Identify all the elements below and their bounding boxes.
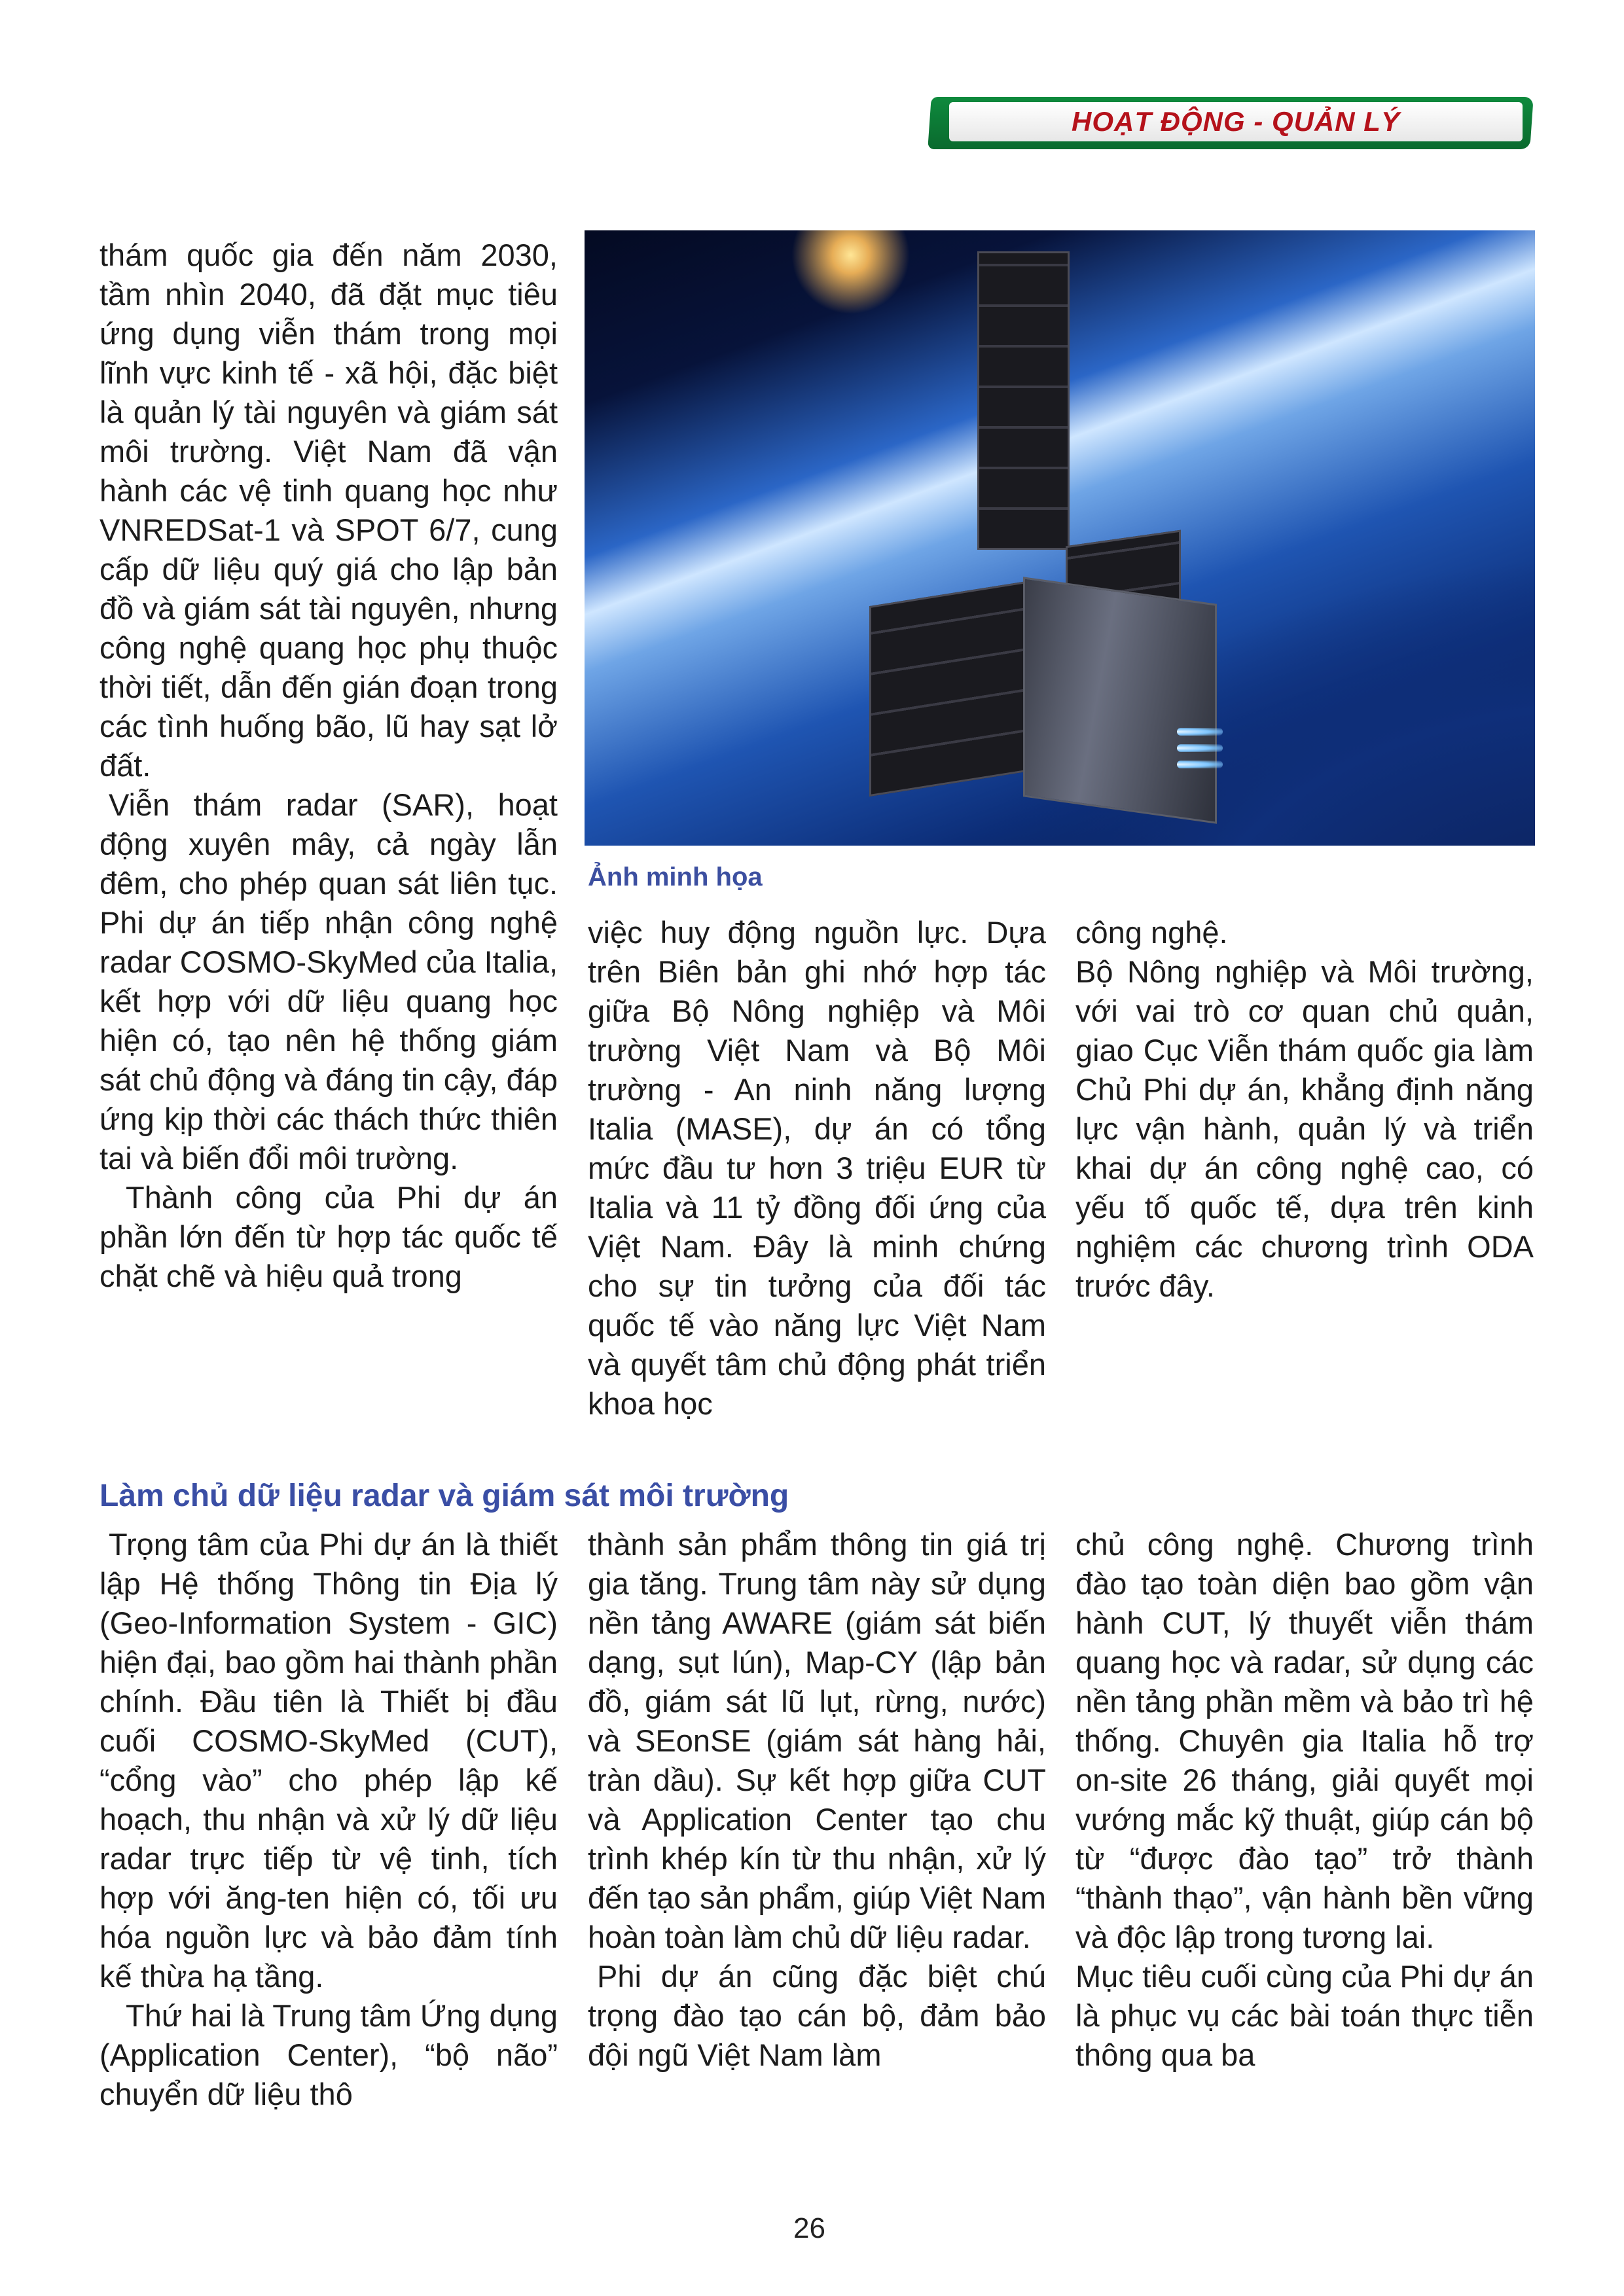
- thruster-glow: [1177, 728, 1223, 736]
- satellite-body: [1023, 577, 1217, 824]
- paragraph: Viễn thám radar (SAR), hoạt động xuyên mây, cả ngày lẫn đêm, cho phép quan sát liên tục. Phi dự án tiếp nhận công nghệ radar COSMO-SkyMed của Italia, kết hợp với dữ liệu quang học hiện có, tạo nên hệ thống giám sát chủ động và đáng tin cậy, đáp ứng kịp thời các thách thức thiên tai và biến đổi môi trường.: [99, 787, 558, 1175]
- thruster-glow: [1177, 761, 1223, 768]
- paragraph: công nghệ.: [1075, 915, 1228, 950]
- paragraph: Bộ Nông nghiệp và Môi trường, với vai trò cơ quan chủ quản, giao Cục Viễn thám quốc gia làm Chủ Phi dự án, khẳng định năng lực vận hành, quản lý và triển khai dự án công nghệ cao, có yếu tố quốc tế, dựa trên kinh nghiệm các chương trình ODA trước đây.: [1075, 954, 1534, 1303]
- paragraph: việc huy động nguồn lực. Dựa trên Biên bản ghi nhớ hợp tác giữa Bộ Nông nghiệp và Môi trường Việt Nam và Bộ Môi trường - An ninh năng lượng Italia (MASE), dự án có tổng mức đầu tư hơn 3 triệu EUR từ Italia và 11 tỷ đồng đối ứng của Việt Nam. Đây là minh chứng cho sự tin tưởng của đối tác quốc tế vào năng lực Việt Nam và quyết tâm chủ động phát triển khoa học: [588, 915, 1046, 1421]
- paragraph: thám quốc gia đến năm 2030, tầm nhìn 2040, đã đặt mục tiêu ứng dụng viễn thám trong mọi lĩnh vực kinh tế - xã hội, đặc biệt là quản lý tài nguyên và giám sát môi trường. Việt Nam đã vận hành các vệ tinh quang học như VNREDSat-1 và SPOT 6/7, cung cấp dữ liệu quý giá cho lập bản đồ và giám sát tài nguyên, nhưng công nghệ quang học phụ thuộc thời tiết, dẫn đến gián đoạn trong các tình huống bão, lũ hay sạt lở đất.: [99, 238, 558, 783]
- article-column-3-bottom: [1075, 1525, 1534, 2075]
- paragraph: Mục tiêu cuối cùng của Phi dự án là phục vụ các bài toán thực tiễn thông qua ba: [1075, 1959, 1534, 2072]
- solar-panel-left: [869, 581, 1027, 797]
- article-column-1-top: [99, 236, 558, 1296]
- page-number: 26: [793, 2212, 825, 2244]
- paragraph: chủ công nghệ. Chương trình đào tạo toàn diện bao gồm vận hành CUT, lý thuyết viễn thám quang học và radar, sử dụng các nền tảng phần mềm và bảo trì hệ thống. Chuyên gia Italia hỗ trợ on-site 26 tháng, giải quyết mọi vướng mắc kỹ thuật, giúp cán bộ từ “được đào tạo” trở thành “thành thạo”, vận hành bền vững và độc lập trong tương lai.: [1075, 1527, 1534, 1954]
- article-column-3-top: [1075, 913, 1534, 1306]
- article-column-2-bottom: [588, 1525, 1046, 2075]
- paragraph: Thứ hai là Trung tâm Ứng dụng (Application Center), “bộ não” chuyển dữ liệu thô: [99, 1998, 558, 2111]
- paragraph: thành sản phẩm thông tin giá trị gia tăng. Trung tâm này sử dụng nền tảng AWARE (giám sát biến dạng, sụt lún), Map-CY (lập bản đồ, giám sát lũ lụt, rừng, nước) và SEonSE (giám sát hàng hải, tràn dầu). Sự kết hợp giữa CUT và Application Center tạo chu trình khép kín từ thu nhận, xử lý đến tạo sản phẩm, giúp Việt Nam hoàn toàn làm chủ dữ liệu radar.: [588, 1527, 1046, 1954]
- section-header-banner: [929, 97, 1532, 149]
- image-caption: Ảnh minh họa: [588, 863, 763, 891]
- solar-panel-top: [977, 251, 1070, 550]
- section-subheading: Làm chủ dữ liệu radar và giám sát môi trường: [99, 1479, 789, 1513]
- section-label: HOẠT ĐỘNG - QUẢN LÝ: [1072, 106, 1400, 137]
- paragraph: Thành công của Phi dự án phần lớn đến từ hợp tác quốc tế chặt chẽ và hiệu quả trong: [99, 1180, 558, 1293]
- article-column-1-bottom: [99, 1525, 558, 2114]
- paragraph: Trọng tâm của Phi dự án là thiết lập Hệ thống Thông tin Địa lý (Geo-Information System - GIC) hiện đại, bao gồm hai thành phần chính. Đầu tiên là Thiết bị đầu cuối COSMO-SkyMed (CUT), “cổng vào” cho phép lập kế hoạch, thu nhận và xử lý dữ liệu radar trực tiếp từ vệ tinh, tích hợp với ăng-ten hiện có, tối ưu hóa nguồn lực và bảo đảm tính kế thừa hạ tầng.: [99, 1527, 558, 1994]
- article-column-2-top: [588, 913, 1046, 1424]
- paragraph: Phi dự án cũng đặc biệt chú trọng đào tạo cán bộ, đảm bảo đội ngũ Việt Nam làm: [588, 1959, 1046, 2072]
- thruster-glow: [1177, 744, 1223, 752]
- satellite-illustration-image: [585, 230, 1535, 846]
- banner-label-box: [949, 102, 1523, 141]
